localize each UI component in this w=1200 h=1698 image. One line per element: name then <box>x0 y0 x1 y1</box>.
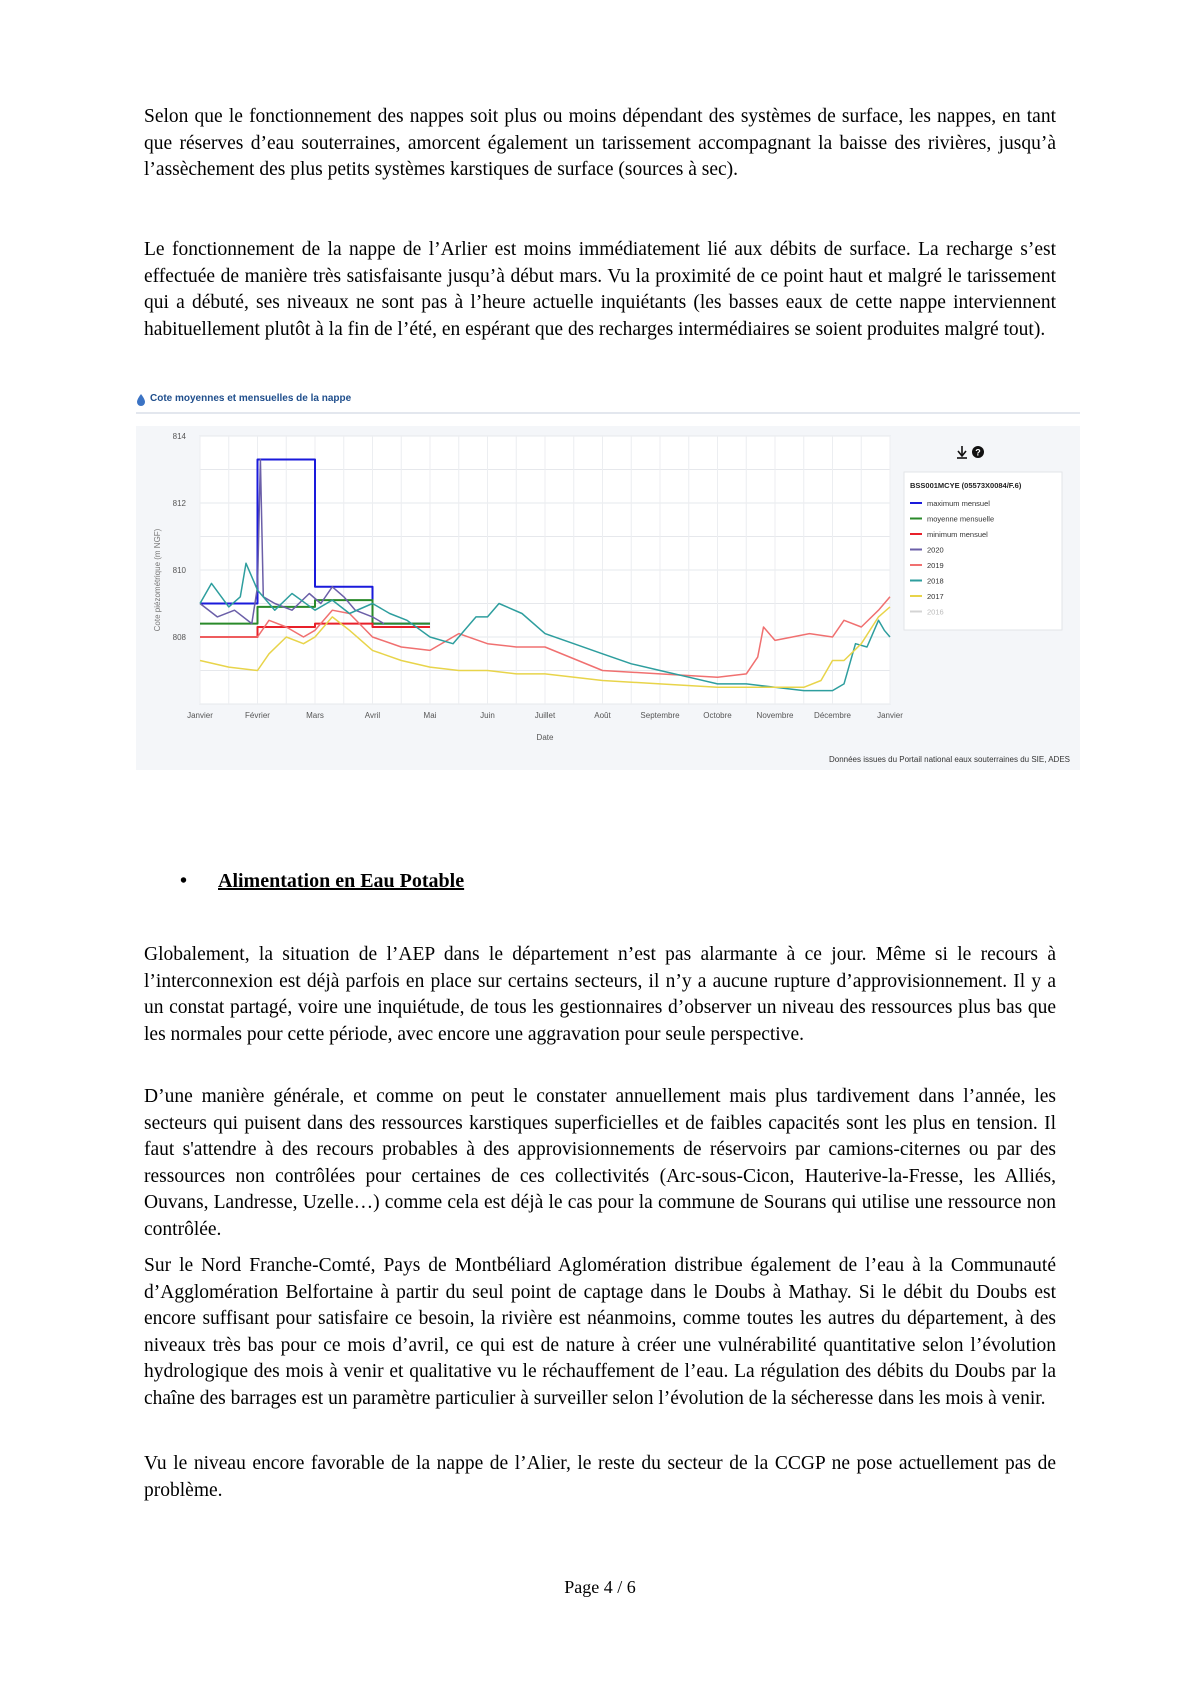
y-tick-label: 810 <box>172 566 186 575</box>
legend-item: 2020 <box>927 545 944 555</box>
y-axis-title: Cote piézométrique (m NGF) <box>153 528 162 632</box>
legend-item: moyenne mensuelle <box>927 514 995 524</box>
x-tick-label: Janvier <box>877 711 903 720</box>
y-tick-label: 812 <box>172 499 186 508</box>
chart-header <box>136 390 1080 414</box>
x-tick-label: Juillet <box>534 711 556 720</box>
x-tick-label: Octobre <box>703 711 732 720</box>
bullet: • <box>180 870 188 892</box>
y-tick-label: 814 <box>172 432 186 441</box>
paragraph-aep-situation: Globalement, la situation de l’AEP dans le département n’est pas alarmante à ce jour. Même si le recours à l’interconnexion est déjà parfois en place sur certains secteurs, il n’y a aucune rupture d’approvisionnement. Il y a un constat partagé, voire une inquiétude, de tous les gestionnaires d’observer un niveau des ressources plus bas que les normales pour cette période, avec encore une aggravation pour seule perspective. <box>144 944 1056 1045</box>
x-tick-label: Janvier <box>187 711 213 720</box>
legend-item: 2018 <box>927 576 944 586</box>
legend-item: minimum mensuel <box>927 530 988 539</box>
x-tick-label: Décembre <box>814 711 851 720</box>
page-number: Page 4 / 6 <box>564 1577 636 1597</box>
section-heading-text: Alimentation en Eau Potable <box>218 870 465 892</box>
paragraph-ccgp: Vu le niveau encore favorable de la nappe de l’Alier, le reste du secteur de la CCGP ne pose actuellement pas de problème. <box>144 1453 1056 1501</box>
legend-item: 2016 <box>927 607 944 617</box>
water-drop-icon <box>136 393 146 407</box>
paragraph-karst-tension: D’une manière générale, et comme on peut le constater annuellement mais plus tardivement dans l’année, les secteurs qui puisent dans des ressources karstiques superficielles et de faibles capacités sont les plus en tension. Il faut s'attendre à des recours probables à des approvisionnements de réservoirs par camions-citernes ou par des ressources non contrôlées pour certaines de ces collectivités (Arc-sous-Cicon, Hauterive-la-Fresse, les Alliés, Ouvans, Landresse, Uzelle…) comme cela est déjà le cas pour la commune de Sourans qui utilise une ressource non contrôlée. <box>144 1086 1056 1240</box>
x-tick-label: Février <box>245 711 270 720</box>
y-tick-label: 808 <box>172 633 186 642</box>
legend-item: 2019 <box>927 561 944 570</box>
x-tick-label: Mars <box>306 711 324 720</box>
x-axis-title: Date <box>536 733 554 742</box>
x-tick-label: Mai <box>423 711 437 720</box>
help-icon <box>972 446 984 458</box>
paragraph-nord-franche-comte: Sur le Nord Franche-Comté, Pays de Montbéliard Aglomération distribue également de l’eau à la Communauté d’Agglomération Belfortaine à partir du seul point de captage dans le Doubs à Mathay. Si le débit du Doubs est encore suffisant pour satisfaire ce besoin, la rivière est néanmoins, comme toutes les autres du département, à des niveaux très bas pour ce mois d’avril, ce qui est de nature à créer une vulnérabilité quantitative selon l’évolution hydrologique des mois à venir et qualitative vu le réchauffement de l’eau. La régulation des débits du Doubs par la chaîne des barrages est un paramètre particulier à surveiller selon l’évolution de la sécheresse dans les mois à venir. <box>144 1255 1056 1409</box>
legend-item: maximum mensuel <box>927 499 990 508</box>
paragraph-nappes-surface: Selon que le fonctionnement des nappes soit plus ou moins dépendant des systèmes de surface, les nappes, en tant que réserves d’eau souterraines, amorcent également un tarissement accompagnant la baisse des rivières, jusqu’à l’assèchement des plus petits systèmes karstiques de surface (sources à sec). <box>144 106 1056 180</box>
x-tick-label: Novembre <box>756 711 794 720</box>
legend <box>904 472 1062 630</box>
help-icon-glyph: ? <box>975 447 981 458</box>
chart-header-title: Cote moyennes et mensuelles de la nappe <box>150 393 352 404</box>
chart-source-credit: Données issues du Portail national eaux souterraines du SIE, ADES <box>828 755 1070 764</box>
x-tick-label: Juin <box>480 711 495 720</box>
legend-title: BSS001MCYE (05573X0084/F.6) <box>910 481 1022 490</box>
chart-panel <box>136 390 1080 770</box>
line-chart <box>136 426 1080 770</box>
paragraph-nappe-arlier: Le fonctionnement de la nappe de l’Arlier est moins immédiatement lié aux débits de surface. La recharge s’est effectuée de manière très satisfaisante jusqu’à début mars. Vu la proximité de ce point haut et malgré le tarissement qui a débuté, ses niveaux ne sont pas à l’heure actuelle inquiétants (les basses eaux de cette nappe interviennent habituellement plutôt à la fin de l’été, en espérant que des recharges intermédiaires se soient produites malgré tout). <box>144 239 1056 340</box>
x-tick-label: Août <box>594 711 611 720</box>
x-tick-label: Avril <box>364 711 381 720</box>
x-tick-label: Septembre <box>640 711 680 720</box>
legend-item: 2017 <box>927 592 944 601</box>
